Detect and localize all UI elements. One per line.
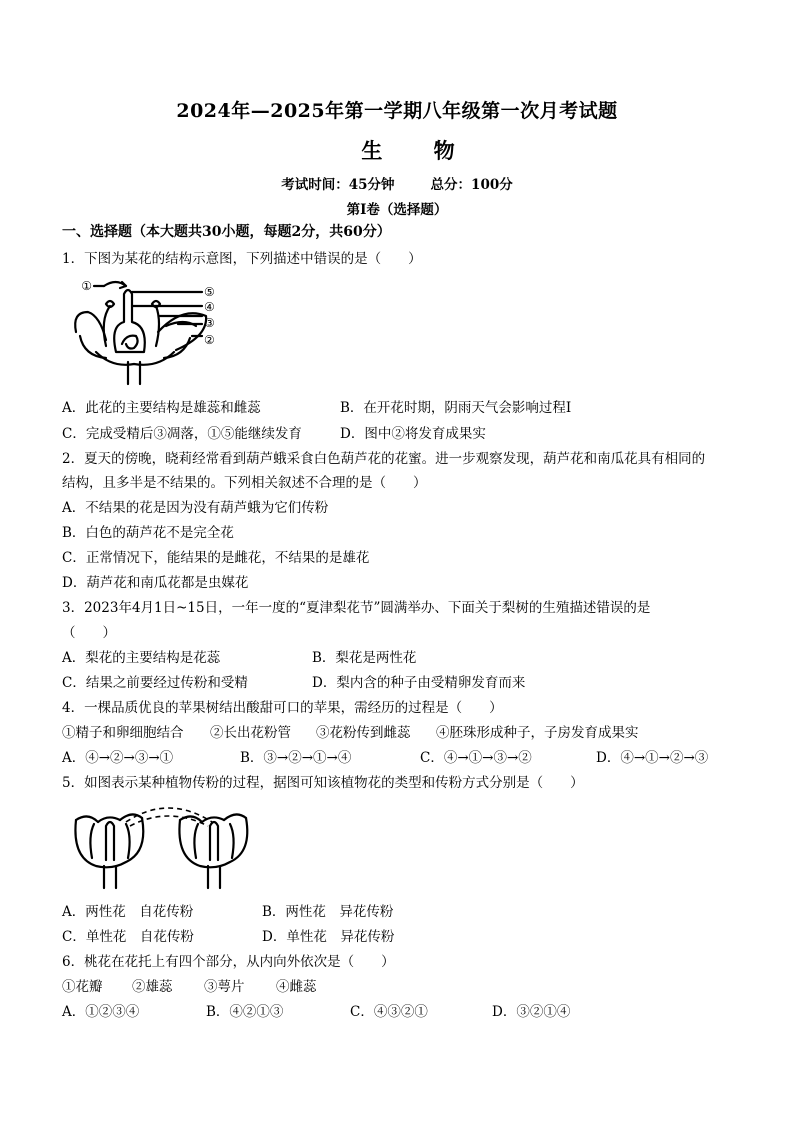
total-score: 总分：100分 — [430, 177, 513, 193]
q4-option-a: A．④→②→③→① — [62, 750, 174, 766]
exam-title: 2024年—2025年第一学期八年级第一次月考试题 — [176, 100, 618, 122]
q3-option-a: A．梨花的主要结构是花蕊 — [62, 650, 221, 666]
q6-part-2: ②雄蕊 — [132, 979, 173, 995]
question-4-stem: 4．一棵品质优良的苹果树结出酸甜可口的苹果，需经历的过程是（ ） — [62, 700, 503, 716]
q1-option-d: D．图中②将发育成果实 — [340, 426, 486, 442]
q4-option-b: B．③→②→①→④ — [240, 750, 352, 766]
figure-label-4: ④ — [204, 300, 215, 314]
q2-option-a: A．不结果的花是因为没有葫芦蛾为它们传粉 — [62, 500, 329, 516]
flower-structure-figure — [66, 276, 228, 388]
q1-option-b: B．在开花时期，阴雨天气会影响过程Ⅰ — [340, 400, 572, 416]
section-title: 一、选择题（本大题共30小题，每题2分，共60分） — [62, 224, 391, 240]
question-5-stem: 5．如图表示某种植物传粉的过程，据图可知该植物花的类型和传粉方式分别是（ ） — [62, 775, 584, 791]
pollination-figure — [68, 800, 272, 892]
q4-step-2: ②长出花粉管 — [210, 725, 291, 741]
q6-option-c: C．④③②① — [350, 1004, 428, 1020]
q4-step-4: ④胚珠形成种子，子房发育成果实 — [436, 725, 639, 741]
q4-option-d: D．④→①→②→③ — [596, 750, 709, 766]
question-3-stem-line2: （ ） — [62, 625, 116, 641]
question-1-stem: 1．下图为某花的结构示意图，下列描述中错误的是（ ） — [62, 251, 422, 267]
q4-step-3: ③花粉传到雌蕊 — [316, 725, 411, 741]
volume-title: 第Ⅰ卷（选择题） — [346, 202, 448, 218]
question-3-stem-line1: 3．2023年4月1日~15日，一年一度的“夏津梨花节”圆满举办、下面关于梨树的生殖描述错误的是 — [62, 600, 651, 616]
q4-step-1: ①精子和卵细胞结合 — [62, 725, 184, 741]
question-2-stem-line1: 2．夏天的傍晚，晓莉经常看到葫芦蛾采食白色葫芦花的花蜜。进一步观察发现，葫芦花和南瓜花具有相同的 — [62, 451, 706, 467]
q6-part-4: ④雌蕊 — [276, 979, 317, 995]
q3-option-c: C．结果之前要经过传粉和受精 — [62, 675, 248, 691]
exam-meta — [0, 173, 794, 193]
question-6-stem: 6．桃花在花托上有四个部分，从内向外依次是（ ） — [62, 954, 395, 970]
q5-option-a: A．两性花 自花传粉 — [62, 904, 194, 920]
q2-option-c: C．正常情况下，能结果的是雌花，不结果的是雄花 — [62, 550, 370, 566]
q2-option-b: B．白色的葫芦花不是完全花 — [62, 525, 234, 541]
q4-option-c: C．④→①→③→② — [420, 750, 532, 766]
q6-option-b: B．④②①③ — [206, 1004, 284, 1020]
q3-option-b: B．梨花是两性花 — [312, 650, 417, 666]
q5-option-b: B．两性花 异花传粉 — [262, 904, 394, 920]
q6-part-3: ③萼片 — [204, 979, 245, 995]
q1-option-a: A．此花的主要结构是雄蕊和雌蕊 — [62, 400, 261, 416]
q2-option-d: D．葫芦花和南瓜花都是虫媒花 — [62, 575, 249, 591]
figure-label-3: ③ — [204, 316, 215, 330]
subject-title: 生 物 — [361, 138, 477, 163]
q5-option-d: D．单性花 异花传粉 — [262, 929, 395, 945]
q6-option-d: D．③②①④ — [492, 1004, 571, 1020]
q6-part-1: ①花瓣 — [62, 979, 103, 995]
q3-option-d: D．梨内含的种子由受精卵发育而来 — [312, 675, 526, 691]
figure-label-1: ① — [81, 279, 92, 293]
q5-option-c: C．单性花 自花传粉 — [62, 929, 194, 945]
figure-label-5: ⑤ — [204, 285, 215, 299]
q1-option-c: C．完成受精后③凋落，①⑤能继续发育 — [62, 426, 302, 442]
figure-label-2: ② — [204, 333, 215, 347]
exam-time: 考试时间：45分钟 — [281, 177, 395, 193]
q6-option-a: A．①②③④ — [62, 1004, 140, 1020]
question-2-stem-line2: 结构，且多半是不结果的。下列相关叙述不合理的是（ ） — [62, 475, 427, 491]
